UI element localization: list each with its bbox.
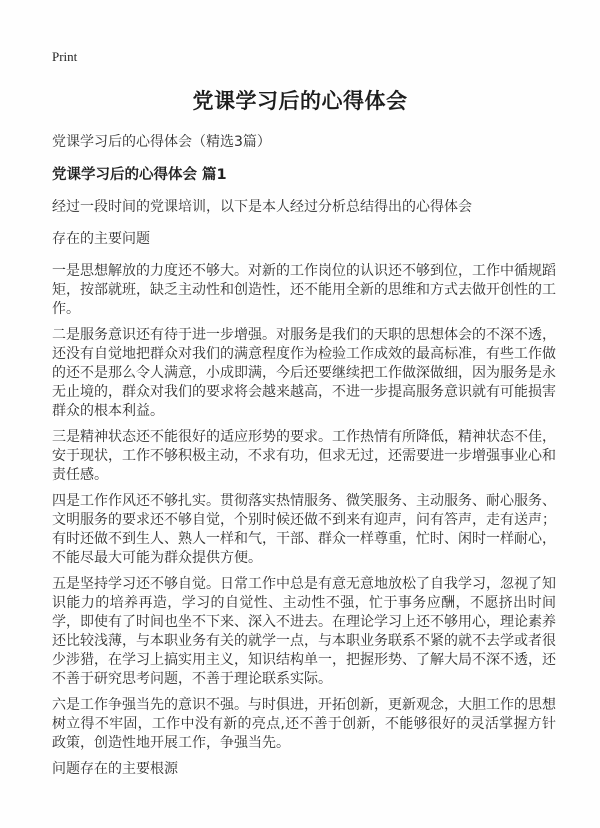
article-heading: 党课学习后的心得体会 篇1 <box>52 167 227 183</box>
body-paragraph-1: 一是思想解放的力度还不够大。对新的工作岗位的认识还不够到位，工作中循规蹈矩，按部就班，缺乏主动性和创造性，还不能用全新的思维和方式去做开创性的工作。 <box>52 263 556 317</box>
body-paragraph-4: 四是工作作风还不够扎实。贯彻落实热情服务、微笑服务、主动服务、耐心服务、文明服务的要求还不够自觉，个别时候还做不到来有迎声，问有答声，走有送声；有时还做不到生人、熟人一样和气，干部、群众一样尊重，忙时、闲时一样耐心，不能尽最大可能为群众提供方便。 <box>52 493 556 566</box>
body-paragraph-2: 二是服务意识还有待于进一步增强。对服务是我们的天职的思想体会的不深不透，还没有自觉地把群众对我们的满意程度作为检验工作成效的最高标准，有些工作做的还不是那么令人满意，小成即满，今后还要继续把工作做深做细，因为服务是永无止境的，群众对我们的要求将会越来越高，不进一步提高服务意识就有可能损害群众的根本利益。 <box>52 327 556 419</box>
page-title: 党课学习后的心得体会 <box>192 89 408 113</box>
collection-subtitle: 党课学习后的心得体会（精选3篇） <box>52 134 271 150</box>
body-paragraph-3: 三是精神状态还不能很好的适应形势的要求。工作热情有所降低，精神状态不佳，安于现状，工作不够积极主动，不求有功，但求无过，还需要进一步增强事业心和责任感。 <box>52 429 556 483</box>
print-link[interactable]: Print <box>52 49 78 64</box>
section-heading-problems: 存在的主要问题 <box>52 231 150 247</box>
body-paragraph-6: 六是工作争强当先的意识不强。与时俱进，开拓创新，更新观念，大胆工作的思想树立得不牢固，工作中没有新的亮点,还不善于创新，不能够很好的灵活掌握方针政策，创造性地开展工作，争强当先。 <box>52 697 556 751</box>
section-heading-root-causes: 问题存在的主要根源 <box>52 761 178 777</box>
body-paragraph-5: 五是坚持学习还不够自觉。日常工作中总是有意无意地放松了自我学习，忽视了知识能力的培养再造，学习的自觉性、主动性不强，忙于事务应酬，不愿挤出时间学，即使有了时间也坐不下来、深入不进去。在理论学习上还不够用心，理论素养还比较浅薄，与本职业务有关的就学一点，与本职业务联系不紧的就不去学或者很少涉猎，在学习上搞实用主义，知识结构单一，把握形势、了解大局不深不透，还不善于研究思考问题，不善于理论联系实际。 <box>52 576 556 687</box>
intro-paragraph: 经过一段时间的党课培训，以下是本人经过分析总结得出的心得体会 <box>52 199 472 215</box>
